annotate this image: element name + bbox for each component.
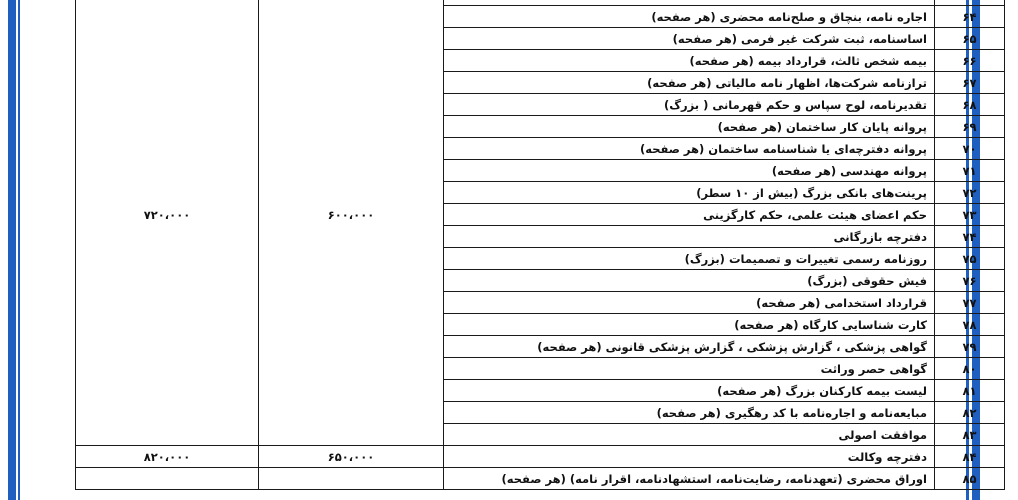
row-description: لیست بیمه کارکنان بزرگ (هر صفحه) [444, 380, 935, 402]
row-description: پروانه مهندسی (هر صفحه) [444, 160, 935, 182]
row-description: حکم اعضای هیئت علمی، حکم کارگزینی [444, 204, 935, 226]
row-number: ۸۴ [935, 446, 1005, 468]
row-number: ۷۸ [935, 314, 1005, 336]
row-number: ۷۳ [935, 204, 1005, 226]
row-number: ۶۹ [935, 116, 1005, 138]
row-number: ۷۵ [935, 248, 1005, 270]
row-number: ۷۱ [935, 160, 1005, 182]
row-number: ۷۰ [935, 138, 1005, 160]
table-row [76, 468, 1005, 490]
price-cell-row84: ۶۵۰،۰۰۰ [259, 446, 444, 468]
row-number: ۶۵ [935, 28, 1005, 50]
row-description: موافقت اصولی [444, 424, 935, 446]
row-number: ۷۲ [935, 182, 1005, 204]
row-number: ۶۸ [935, 94, 1005, 116]
row-description: بیمه شخص ثالث، قرارداد بیمه (هر صفحه) [444, 50, 935, 72]
row-description: مبایعه‌نامه و اجاره‌نامه با کد رهگیری (هر صفحه) [444, 402, 935, 424]
row-description: دفترچه وکالت [444, 446, 935, 468]
table-row [76, 446, 1005, 468]
row-description: گواهی پزشکی ، گزارش پزشکی ، گزارش پزشکی قانونی (هر صفحه) [444, 336, 935, 358]
row-number: ۶۷ [935, 72, 1005, 94]
row-number: ۸۱ [935, 380, 1005, 402]
row-description: پروانه دفترچه‌ای یا شناسنامه ساختمان (هر صفحه) [444, 138, 935, 160]
row-number: ۷۹ [935, 336, 1005, 358]
left-frame-border [8, 0, 16, 500]
row-description: پروانه پایان کار ساختمان (هر صفحه) [444, 116, 935, 138]
row-number: ۸۰ [935, 358, 1005, 380]
row-description: فیش حقوقی (بزرگ) [444, 270, 935, 292]
row-description: پرینت‌های بانکی بزرگ (بیش از ۱۰ سطر) [444, 182, 935, 204]
row-number: ۸۲ [935, 402, 1005, 424]
price-table [75, 0, 1005, 490]
price-cell-row84-second: ۸۲۰،۰۰۰ [76, 446, 259, 468]
row-number: ۶۶ [935, 50, 1005, 72]
left-frame-inner-line [18, 0, 20, 500]
price-cell-row85-second [76, 468, 259, 490]
row-number: ۷۷ [935, 292, 1005, 314]
price-cell-group1: ۶۰۰،۰۰۰ [259, 0, 444, 446]
row-number: ۷۶ [935, 270, 1005, 292]
row-number: ۸۳ [935, 424, 1005, 446]
price-cell-group1-second: ۷۲۰،۰۰۰ [76, 0, 259, 446]
row-number: ۸۵ [935, 468, 1005, 490]
row-number: ۶۴ [935, 6, 1005, 28]
row-number: ۷۴ [935, 226, 1005, 248]
row-description: اساسنامه، ثبت شرکت غیر فرمی (هر صفحه) [444, 28, 935, 50]
row-description: اجاره نامه، بنچاق و صلح‌نامه محضری (هر صفحه) [444, 6, 935, 28]
row-description: تقدیرنامه، لوح سپاس و حکم قهرمانی ( بزرگ) [444, 94, 935, 116]
row-description: قرارداد استخدامی (هر صفحه) [444, 292, 935, 314]
row-description: کارت شناسایی کارگاه (هر صفحه) [444, 314, 935, 336]
price-cell-row85 [259, 468, 444, 490]
row-description: گواهی حصر وراثت [444, 358, 935, 380]
row-description: روزنامه رسمی تغییرات و تصمیمات (بزرگ) [444, 248, 935, 270]
price-table-body [76, 0, 1005, 490]
row-description: دفترچه بازرگانی [444, 226, 935, 248]
row-description: اوراق محضری (تعهدنامه، رضایت‌نامه، استشهادنامه، اقرار نامه) (هر صفحه) [444, 468, 935, 490]
row-description: ترازنامه شرکت‌ها، اظهار نامه مالیاتی (هر صفحه) [444, 72, 935, 94]
